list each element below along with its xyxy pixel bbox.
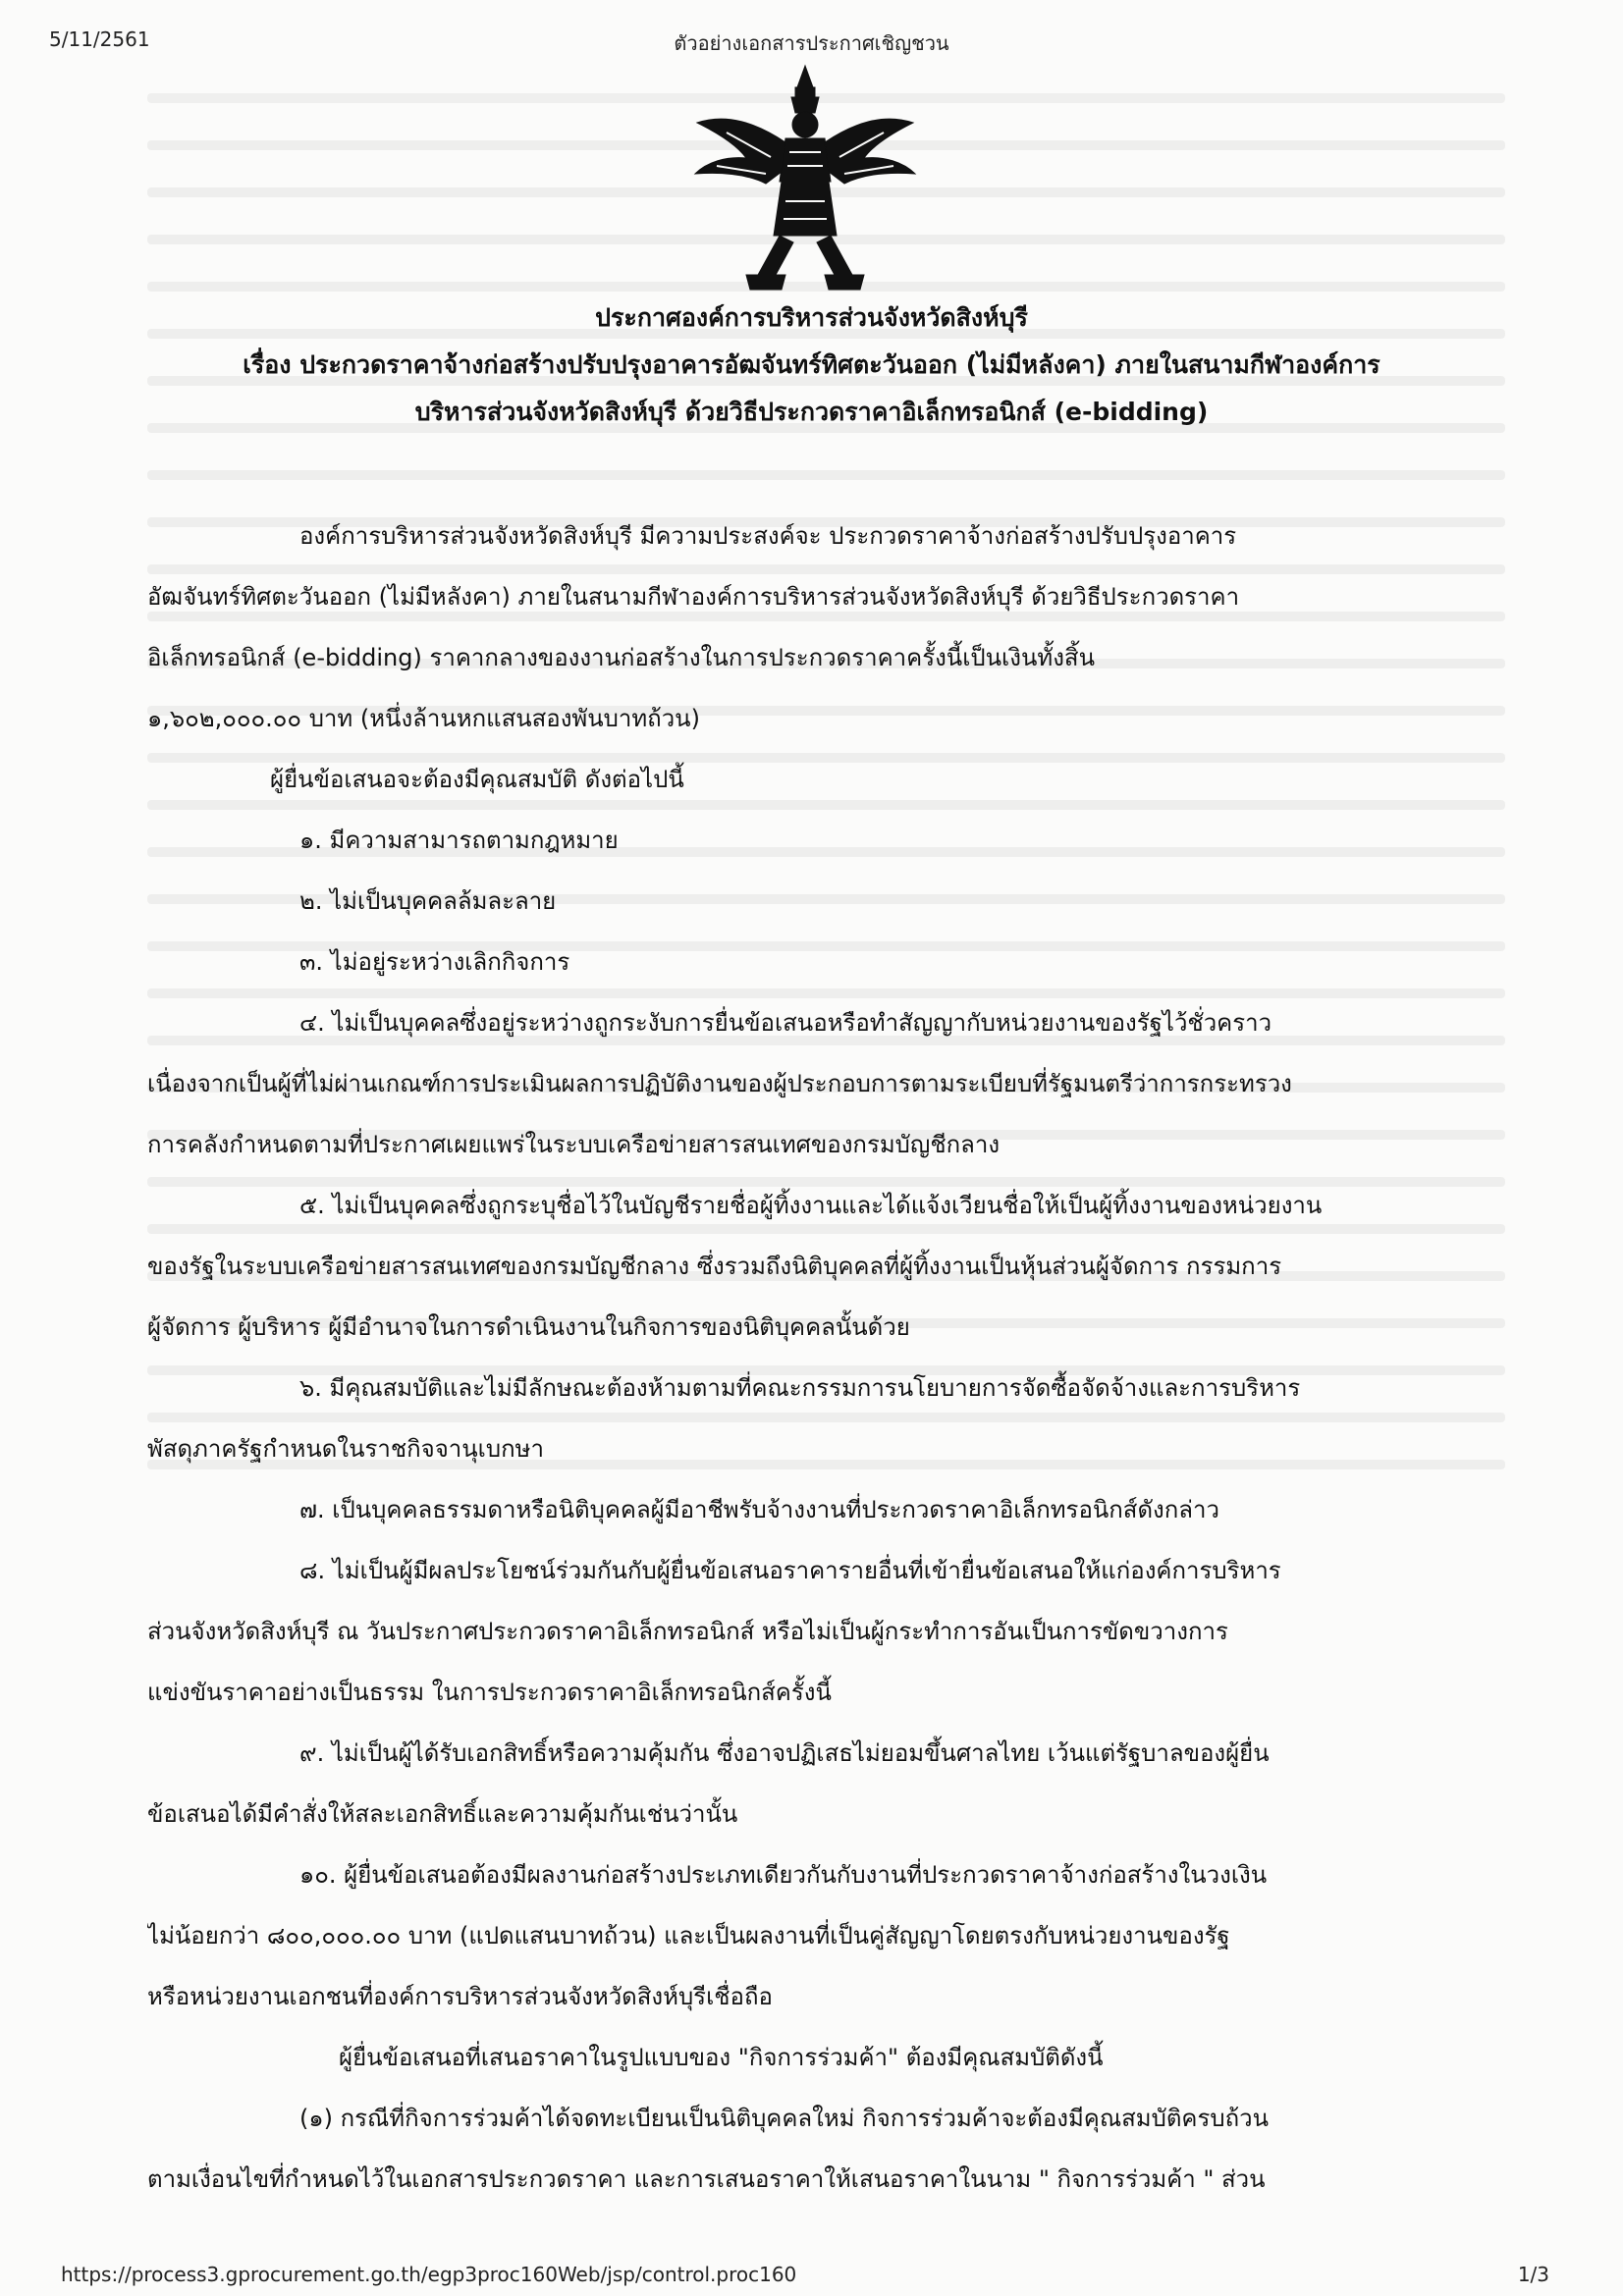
body-line: พัสดุภาครัฐกำหนดในราชกิจจานุเบกษา — [147, 1435, 544, 1463]
body-line: ๑,๖๐๒,๐๐๐.๐๐ บาท (หนึ่งล้านหกแสนสองพันบาทถ้วน) — [147, 705, 700, 732]
body-line: ของรัฐในระบบเครือข่ายสารสนเทศของกรมบัญชีกลาง ซึ่งรวมถึงนิติบุคคลที่ผู้ทิ้งงานเป็นหุ้นส่วนผู้จัดการ กรรมการ — [147, 1253, 1282, 1280]
body-line: ส่วนจังหวัดสิงห์บุรี ณ วันประกาศประกวดราคาอิเล็กทรอนิกส์ หรือไม่เป็นผู้กระทำการอันเป็นการขัดขวางการ — [147, 1618, 1228, 1645]
body-line: การคลังกำหนดตามที่ประกาศเผยแพร่ในระบบเครือข่ายสารสนเทศของกรมบัญชีกลาง — [147, 1131, 1001, 1158]
body-line: ผู้จัดการ ผู้บริหาร ผู้มีอำนาจในการดำเนินงานในกิจการของนิติบุคคลนั้นด้วย — [147, 1313, 910, 1341]
body-line: ข้อเสนอได้มีคำสั่งให้สละเอกสิทธิ์และความคุ้มกันเช่นว่านั้น — [147, 1800, 738, 1828]
body-line: เนื่องจากเป็นผู้ที่ไม่ผ่านเกณฑ์การประเมินผลการปฏิบัติงานของผู้ประกอบการตามระเบียบที่รัฐมนตรีว่าการกระทรวง — [147, 1070, 1292, 1097]
body-line: ๕. ไม่เป็นบุคคลซึ่งถูกระบุชื่อไว้ในบัญชีรายชื่อผู้ทิ้งงานและได้แจ้งเวียนชื่อให้เป็นผู้ทิ้งงานของหน่วยงาน — [299, 1192, 1323, 1219]
announcement-title — [118, 294, 1505, 436]
footer-url: https://process3.gprocurement.go.th/egp3proc160Web/jsp/control.proc160 — [61, 2263, 797, 2286]
title-line-3: บริหารส่วนจังหวัดสิงห์บุรี ด้วยวิธีประกวดราคาอิเล็กทรอนิกส์ (e-bidding) — [414, 398, 1209, 426]
body-line: หรือหน่วยงานเอกชนที่องค์การบริหารส่วนจังหวัดสิงห์บุรีเชื่อถือ — [147, 1983, 773, 2010]
body-line: ผู้ยื่นข้อเสนอที่เสนอราคาในรูปแบบของ "กิจการร่วมค้า" ต้องมีคุณสมบัติดังนี้ — [339, 2044, 1104, 2071]
body-line: ๗. เป็นบุคคลธรรมดาหรือนิติบุคคลผู้มีอาชีพรับจ้างงานที่ประกวดราคาอิเล็กทรอนิกส์ดังกล่าว — [299, 1496, 1219, 1523]
garuda-emblem-icon — [687, 64, 923, 294]
document-type-label: ตัวอย่างเอกสารประกาศเชิญชวน — [674, 31, 949, 55]
body-line: ๖. มีคุณสมบัติและไม่มีลักษณะต้องห้ามตามที่คณะกรรมการนโยบายการจัดซื้อจัดจ้างและการบริหาร — [299, 1374, 1301, 1402]
title-line-2: เรื่อง ประกวดราคาจ้างก่อสร้างปรับปรุงอาคารอัฒจันทร์ทิศตะวันออก (ไม่มีหลังคา) ภายในสนามกีฬาองค์การ — [243, 350, 1380, 379]
body-line: ๘. ไม่เป็นผู้มีผลประโยชน์ร่วมกันกับผู้ยื่นข้อเสนอราคารายอื่นที่เข้ายื่นข้อเสนอให้แก่องค์การบริหาร — [299, 1557, 1281, 1584]
body-line: ๙. ไม่เป็นผู้ได้รับเอกสิทธิ์หรือความคุ้มกัน ซึ่งอาจปฏิเสธไม่ยอมขึ้นศาลไทย เว้นแต่รัฐบาลของผู้ยื่น — [299, 1739, 1270, 1767]
body-line: ไม่น้อยกว่า ๘๐๐,๐๐๐.๐๐ บาท (แปดแสนบาทถ้วน) และเป็นผลงานที่เป็นคู่สัญญาโดยตรงกับหน่วยงานของรัฐ — [147, 1922, 1230, 1949]
body-line: อิเล็กทรอนิกส์ (e-bidding) ราคากลางของงานก่อสร้างในการประกวดราคาครั้งนี้เป็นเงินทั้งสิ้น — [147, 644, 1095, 671]
print-date: 5/11/2561 — [49, 27, 150, 51]
title-line-1: ประกาศองค์การบริหารส่วนจังหวัดสิงห์บุรี — [595, 303, 1028, 332]
body-line: แข่งขันราคาอย่างเป็นธรรม ในการประกวดราคาอิเล็กทรอนิกส์ครั้งนี้ — [147, 1679, 832, 1706]
page-number: 1/3 — [1517, 2263, 1549, 2286]
body-line: ผู้ยื่นข้อเสนอจะต้องมีคุณสมบัติ ดังต่อไปนี้ — [270, 766, 684, 793]
body-line: ๔. ไม่เป็นบุคคลซึ่งอยู่ระหว่างถูกระงับการยื่นข้อเสนอหรือทำสัญญากับหน่วยงานของรัฐไว้ชั่วคราว — [299, 1009, 1272, 1037]
announcement-body — [147, 506, 1468, 2210]
body-line: ๒. ไม่เป็นบุคคลล้มละลาย — [299, 887, 557, 915]
body-line: ๑. มีความสามารถตามกฎหมาย — [299, 827, 619, 854]
body-line: องค์การบริหารส่วนจังหวัดสิงห์บุรี มีความประสงค์จะ ประกวดราคาจ้างก่อสร้างปรับปรุงอาคาร — [299, 522, 1237, 550]
body-line: ๓. ไม่อยู่ระหว่างเลิกกิจการ — [299, 948, 570, 976]
body-line: (๑) กรณีที่กิจการร่วมค้าได้จดทะเบียนเป็นนิติบุคคลใหม่ กิจการร่วมค้าจะต้องมีคุณสมบัติครบถ้วน — [299, 2105, 1270, 2132]
body-line: ๑๐. ผู้ยื่นข้อเสนอต้องมีผลงานก่อสร้างประเภทเดียวกันกับงานที่ประกวดราคาจ้างก่อสร้างในวงเงิน — [299, 1861, 1268, 1889]
body-line: อัฒจันทร์ทิศตะวันออก (ไม่มีหลังคา) ภายในสนามกีฬาองค์การบริหารส่วนจังหวัดสิงห์บุรี ด้วยวิธีประกวดราคา — [147, 583, 1240, 611]
body-line: ตามเงื่อนไขที่กำหนดไว้ในเอกสารประกวดราคา และการเสนอราคาให้เสนอราคาในนาม " กิจการร่วมค้า " ส่วน — [147, 2165, 1266, 2193]
